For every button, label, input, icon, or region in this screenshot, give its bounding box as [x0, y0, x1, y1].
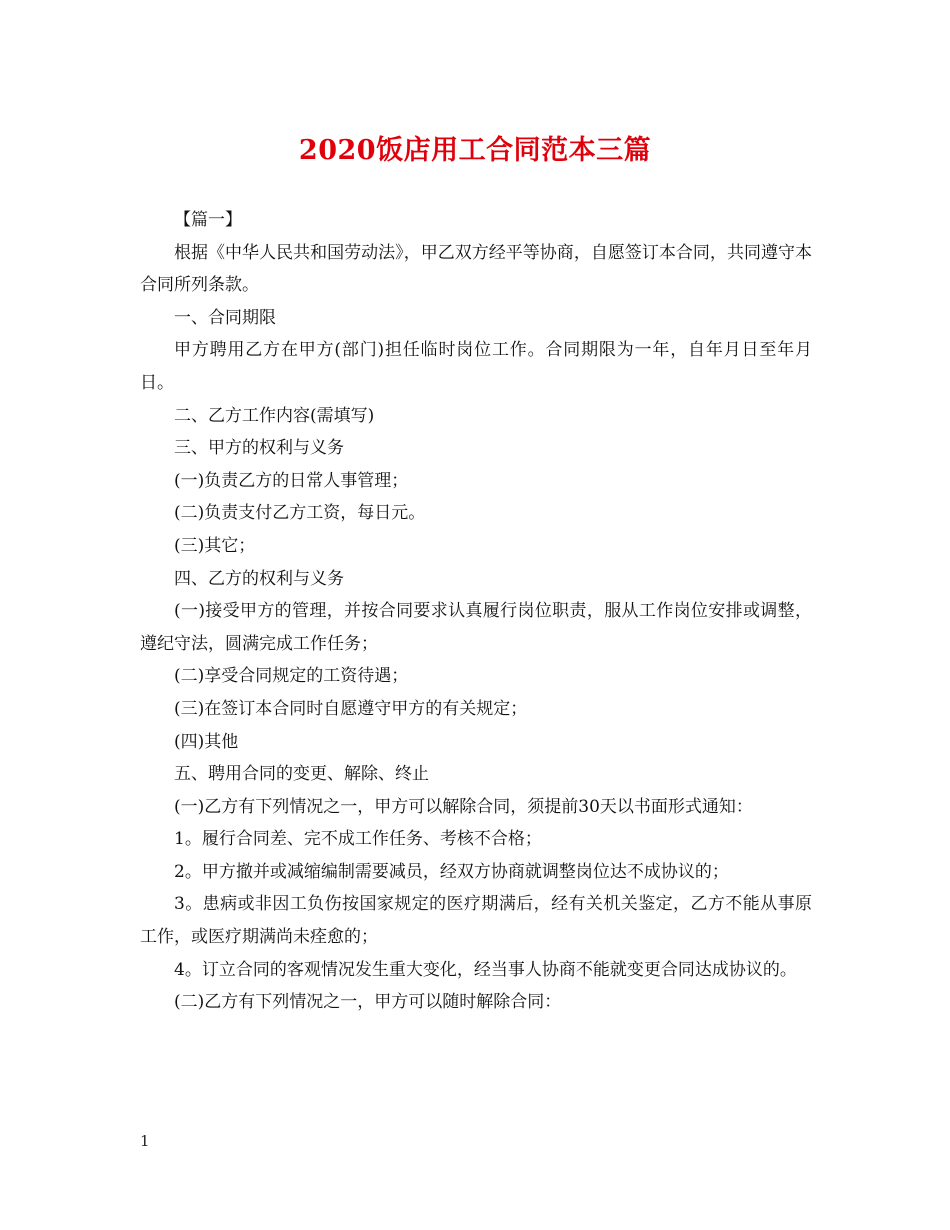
clause-heading: 三、甲方的权利与义务 — [174, 438, 344, 459]
document-title: 2020饭店用工合同范本三篇 — [298, 135, 652, 166]
paragraph: 甲方聘用乙方在甲方(部门)担任临时岗位工作。合同期限为一年，自年月日至年月日。 — [140, 340, 812, 393]
clause-heading: 五、聘用合同的变更、解除、终止 — [174, 764, 429, 785]
paragraph: 根据《中华人民共和国劳动法》，甲乙双方经平等协商，自愿签订本合同，共同遵守本合同所列条款。 — [140, 242, 812, 296]
document-body — [140, 204, 812, 1019]
list-item: 1。履行合同差、完不成工作任务、考核不合格； — [174, 829, 542, 850]
list-item: (四)其他 — [174, 731, 239, 752]
list-item: (二)享受合同规定的工资待遇； — [174, 666, 409, 687]
list-item: (一)接受甲方的管理，并按合同要求认真履行岗位职责，服从工作岗位安排或调整，遵纪守法，圆满完成工作任务； — [140, 601, 812, 654]
page-number: 1 — [140, 1132, 150, 1150]
list-item: (一)乙方有下列情况之一，甲方可以解除合同，须提前30天以书面形式通知： — [174, 796, 753, 817]
list-item: 4。订立合同的客观情况发生重大变化，经当事人协商不能就变更合同达成协议的。 — [174, 959, 797, 980]
list-item: (三)其它； — [174, 535, 256, 556]
list-item: (一)负责乙方的日常人事管理； — [174, 470, 409, 491]
list-item: 3。患病或非因工负伤按国家规定的医疗期满后，经有关机关鉴定，乙方不能从事原工作，或医疗期满尚未痊愈的； — [140, 894, 812, 948]
clause-heading: 四、乙方的权利与义务 — [174, 568, 344, 589]
clause-heading: 二、乙方工作内容(需填写) — [174, 405, 375, 426]
list-item: (三)在签订本合同时自愿遵守甲方的有关规定； — [174, 698, 528, 719]
list-item: 2。甲方撤并或减缩编制需要减员，经双方协商就调整岗位达不成协议的； — [174, 861, 729, 882]
section-heading: 【篇一】 — [174, 210, 242, 230]
list-item: (二)负责支付乙方工资，每日元。 — [174, 503, 426, 524]
list-item: (二)乙方有下列情况之一，甲方可以随时解除合同： — [174, 992, 562, 1013]
clause-heading: 一、合同期限 — [174, 307, 276, 328]
